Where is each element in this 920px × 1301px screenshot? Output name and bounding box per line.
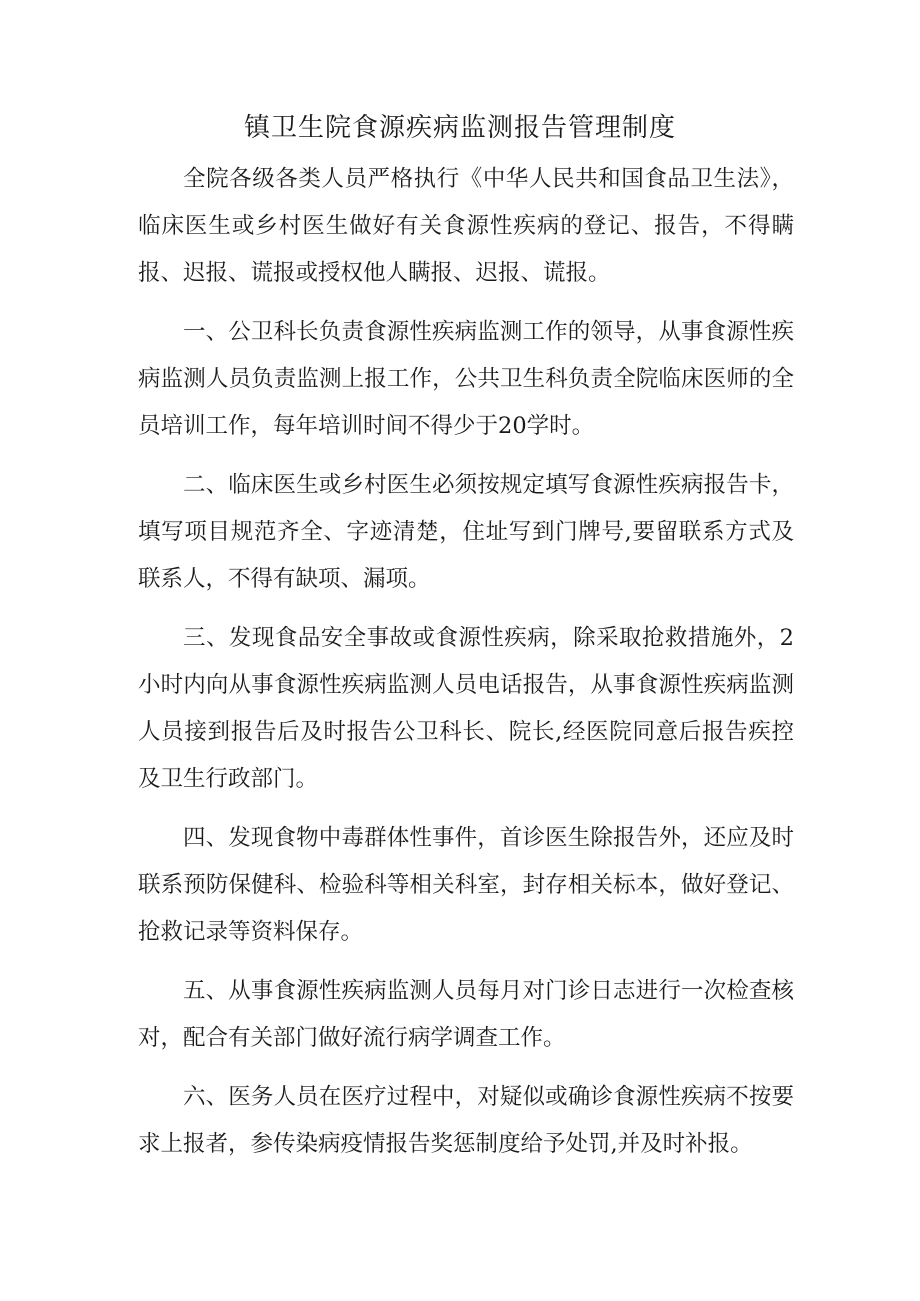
document-title: 镇卫生院食源疾病监测报告管理制度 bbox=[243, 113, 676, 143]
document-body bbox=[138, 156, 794, 1180]
clause-1-paragraph: 一、公卫科长负责食源性疾病监测工作的领导，从事食源性疾病监测人员负责监测上报工作，公共卫生科负责全院临床医师的全员培训工作，每年培训时间不得少于20学时。 bbox=[138, 319, 794, 439]
clause-5-paragraph: 五、从事食源性疾病监测人员每月对门诊日志进行一次检查核对，配合有关部门做好流行病学调查工作。 bbox=[138, 978, 794, 1051]
clause-2-paragraph: 二、临床医生或乡村医生必须按规定填写食源性疾病报告卡，填写项目规范齐全、字迹清楚，住址写到门牌号,要留联系方式及联系人，不得有缺项、漏项。 bbox=[138, 472, 794, 592]
clause-6-paragraph: 六、医务人员在医疗过程中，对疑似或确诊食源性疾病不按要求上报者，参传染病疫情报告奖惩制度给予处罚,并及时补报。 bbox=[138, 1084, 794, 1157]
intro-paragraph: 全院各级各类人员严格执行《中华人民共和国食品卫生法》，临床医生或乡村医生做好有关食源性疾病的登记、报告，不得瞒报、迟报、谎报或授权他人瞒报、迟报、谎报。 bbox=[138, 166, 794, 286]
clause-4-paragraph: 四、发现食物中毒群体性事件，首诊医生除报告外，还应及时联系预防保健科、检验科等相关科室，封存相关标本，做好登记、抢救记录等资料保存。 bbox=[138, 825, 794, 945]
clause-3-paragraph: 三、发现食品安全事故或食源性疾病，除采取抢救措施外，2小时内向从事食源性疾病监测人员电话报告，从事食源性疾病监测人员接到报告后及时报告公卫科长、院长,经医院同意后报告疾控及卫生行政部门。 bbox=[138, 625, 794, 792]
